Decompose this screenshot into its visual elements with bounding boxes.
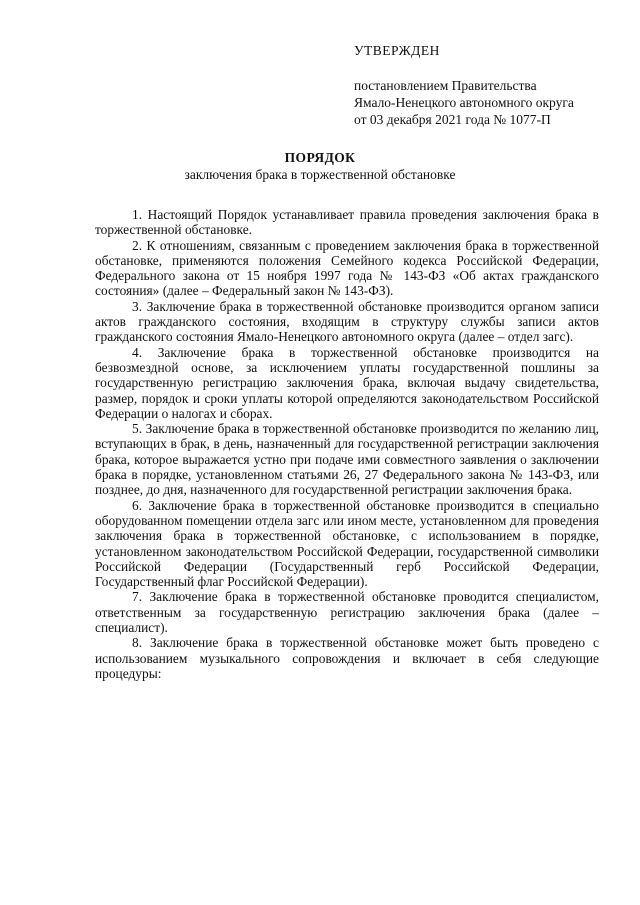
document-body xyxy=(95,207,599,681)
approval-line-3: от 03 декабря 2021 года № 1077-П xyxy=(354,112,551,127)
document-title: ПОРЯДОК xyxy=(284,150,356,165)
paragraph-4: 4. Заключение брака в торжественной обстановке производится на безвозмездной основе, за исключением уплаты государственной пошлины за государственную регистрацию заключения брака, включая выдачу свидетельства, размер, порядок и сроки уплаты которой определяются законодательством Российской Федерации о налогах и сборах. xyxy=(95,344,599,421)
approval-line-1: постановлением Правительства xyxy=(354,78,537,93)
document-subtitle: заключения брака в торжественной обстановке xyxy=(184,167,456,182)
paragraph-6: 6. Заключение брака в торжественной обстановке производится в специально оборудованном помещении отдела загс или ином месте, установленном для проведения заключения брака в торжественной обстановке, с использованием в порядке, установленном законодательством Российской Федерации, государственной символики Российской Федерации (Государственный герб Российской Федерации, Государственный флаг Российской Федерации). xyxy=(95,497,599,590)
approval-block xyxy=(354,42,624,128)
paragraph-1: 1. Настоящий Порядок устанавливает правила проведения заключения брака в торжественной обстановке. xyxy=(95,207,599,238)
approval-line-2: Ямало-Ненецкого автономного округа xyxy=(354,95,574,110)
paragraph-5: 5. Заключение брака в торжественной обстановке производится по желанию лиц, вступающих в брак, в день, назначенный для государственной регистрации заключения брака, которое выражается устно при подаче ими совместного заявления о заключении брака в порядке, установленном статьями 26, 27 Федерального закона № 143-ФЗ, или позднее, до дня, назначенного для государственной регистрации заключения брака. xyxy=(95,421,599,498)
paragraph-2: 2. К отношениям, связанным с проведением заключения брака в торжественной обстановке, применяются положения Семейного кодекса Российской Федерации, Федерального закона от 15 ноября 1997 года № 143-ФЗ «Об актах гражданского состояния» (далее – Федеральный закон № 143-ФЗ). xyxy=(95,237,599,299)
paragraph-7: 7. Заключение брака в торжественной обстановке проводится специалистом, ответственным за государственную регистрацию заключения брака (далее – специалист). xyxy=(95,589,599,636)
approval-title: УТВЕРЖДЕН xyxy=(354,43,440,58)
paragraph-8: 8. Заключение брака в торжественной обстановке может быть проведено с использованием музыкального сопровождения и включает в себя следующие процедуры: xyxy=(95,635,599,681)
paragraph-3: 3. Заключение брака в торжественной обстановке производится органом записи актов гражданского состояния, входящим в структуру службы записи актов гражданского состояния Ямало-Ненецкого автономного округа (далее – отдел загс). xyxy=(95,298,599,345)
